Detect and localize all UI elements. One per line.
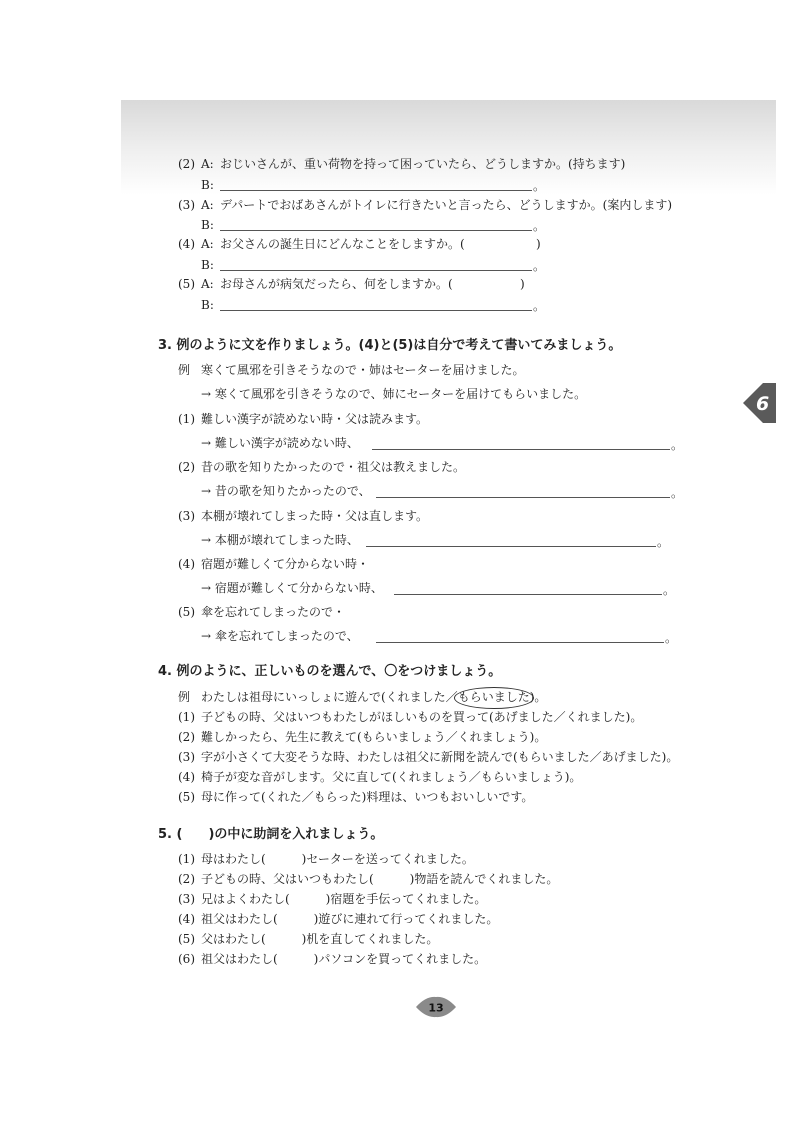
q3-item-text: 昔の歌を知りたかったので・祖父は教えました。 xyxy=(201,460,466,474)
q2-close-paren: ) xyxy=(520,277,525,291)
q2-a-label: A: xyxy=(201,157,214,171)
answer-line xyxy=(366,546,656,547)
q3-end: 。 xyxy=(665,631,678,645)
q5-title: 5. ( )の中に助詞を入れましょう。 xyxy=(158,827,384,842)
q3-item-text: 本棚が壊れてしまった時・父は直します。 xyxy=(201,509,429,523)
q3-title: 3. 例のように文を作りましょう。(4)と(5)は自分で考えて書いてみましょう。 xyxy=(158,338,622,353)
q5-item-num: (4) xyxy=(178,912,195,926)
q5-item-text: 父はわたし( )机を直してくれました。 xyxy=(201,932,439,946)
q3-item-text: 傘を忘れてしまったので・ xyxy=(201,605,346,619)
q3-end: 。 xyxy=(657,535,670,549)
q4-item-num: (2) xyxy=(178,730,195,744)
answer-circle xyxy=(454,687,534,709)
chapter-number: 6 xyxy=(756,393,770,415)
q5-item-num: (2) xyxy=(178,872,195,886)
q3-item-arrow: → 難しい漢字が読めない時、 xyxy=(201,436,359,450)
q2-a-label: A: xyxy=(201,237,214,251)
q3-item-text: 宿題が難しくて分からない時・ xyxy=(201,557,370,571)
q3-item-num: (4) xyxy=(178,557,195,571)
q4-item-text: 難しかったら、先生に教えて(もらいましょう／くれましょう)。 xyxy=(201,730,547,744)
q2-end: 。 xyxy=(533,259,546,273)
q2-question: お母さんが病気だったら、何をしますか。( xyxy=(220,277,453,291)
q2-b-label: B: xyxy=(201,178,214,192)
q5-item-num: (3) xyxy=(178,892,195,906)
q5-item-text: 母はわたし( )セーターを送ってくれました。 xyxy=(201,852,474,866)
page-number: 13 xyxy=(428,1001,444,1015)
q3-item-num: (1) xyxy=(178,412,195,426)
q4-item-num: (5) xyxy=(178,790,195,804)
q3-end: 。 xyxy=(671,486,684,500)
answer-line xyxy=(394,594,662,595)
page-number-badge xyxy=(412,994,460,1020)
q4-example-text: わたしは祖母にいっしょに遊んで(くれました／もらいました )。 xyxy=(201,689,546,705)
answer-line xyxy=(220,270,532,271)
q2-a-label: A: xyxy=(201,198,214,212)
q2-b-label: B: xyxy=(201,218,214,232)
q5-item-text: 子どもの時、父はいつもわたし( )物語を読んでくれました。 xyxy=(201,872,559,886)
circled-answer: もらいました xyxy=(458,690,530,704)
q2-close-paren: ) xyxy=(536,237,541,251)
answer-line xyxy=(220,310,532,311)
chapter-tab xyxy=(735,383,776,423)
q3-example-label: 例 xyxy=(178,363,191,377)
q2-end: 。 xyxy=(533,299,546,313)
answer-line xyxy=(376,642,664,643)
q2-end: 。 xyxy=(533,179,546,193)
q5-item-num: (1) xyxy=(178,852,195,866)
q5-item-text: 兄はよくわたし( )宿題を手伝ってくれました。 xyxy=(201,892,487,906)
q3-end: 。 xyxy=(663,583,676,597)
q5-item-num: (6) xyxy=(178,952,195,966)
q2-b-label: B: xyxy=(201,298,214,312)
q3-item-text: 難しい漢字が読めない時・父は読みます。 xyxy=(201,412,429,426)
q4-title: 4. 例のように、正しいものを選んで、〇をつけましょう。 xyxy=(158,664,502,679)
q2-item-num: (5) xyxy=(178,277,195,291)
q5-item-text: 祖父はわたし( )パソコンを買ってくれました。 xyxy=(201,952,487,966)
q4-example-label: 例 xyxy=(178,690,191,704)
q3-item-arrow: → 宿題が難しくて分からない時、 xyxy=(201,581,383,595)
q3-end: 。 xyxy=(671,438,684,452)
q3-item-num: (5) xyxy=(178,605,195,619)
q3-example-text: 寒くて風邪を引きそうなので・姉はセーターを届けました。 xyxy=(201,363,525,377)
answer-line xyxy=(376,497,670,498)
q2-item-num: (2) xyxy=(178,157,195,171)
answer-line xyxy=(220,230,532,231)
q2-item-num: (4) xyxy=(178,237,195,251)
q4-item-text: 字が小さくて大変そうな時、わたしは祖父に新聞を読んで(もらいました／あげました)。 xyxy=(201,750,679,764)
q4-item-text: 椅子が変な音がします。父に直して(くれましょう／もらいましょう)。 xyxy=(201,770,582,784)
q2-question: おじいさんが、重い荷物を持って困っていたら、どうしますか。(持ちます) xyxy=(220,157,626,171)
q2-question: デパートでおばあさんがトイレに行きたいと言ったら、どうしますか。(案内します) xyxy=(220,198,673,212)
q3-item-arrow: → 本棚が壊れてしまった時、 xyxy=(201,533,359,547)
q4-item-num: (3) xyxy=(178,750,195,764)
q3-item-num: (3) xyxy=(178,509,195,523)
q3-item-arrow: → 傘を忘れてしまったので、 xyxy=(201,629,359,643)
q2-b-label: B: xyxy=(201,258,214,272)
q5-item-text: 祖父はわたし( )遊びに連れて行ってくれました。 xyxy=(201,912,499,926)
q4-item-num: (4) xyxy=(178,770,195,784)
q2-item-num: (3) xyxy=(178,198,195,212)
answer-line xyxy=(372,449,670,450)
q4-item-text: 子どもの時、父はいつもわたしがほしいものを買って(あげました／くれました)。 xyxy=(201,710,643,724)
q4-item-text: 母に作って(くれた／もらった)料理は、いつもおいしいです。 xyxy=(201,790,534,804)
q4-item-num: (1) xyxy=(178,710,195,724)
q2-end: 。 xyxy=(533,219,546,233)
answer-line xyxy=(220,190,532,191)
q2-a-label: A: xyxy=(201,277,214,291)
q3-item-arrow: → 昔の歌を知りたかったので、 xyxy=(201,484,371,498)
q5-item-num: (5) xyxy=(178,932,195,946)
q2-question: お父さんの誕生日にどんなことをしますか。( xyxy=(220,237,465,251)
q3-item-num: (2) xyxy=(178,460,195,474)
q3-example-answer: → 寒くて風邪を引きそうなので、姉にセーターを届けてもらいました。 xyxy=(201,387,587,401)
